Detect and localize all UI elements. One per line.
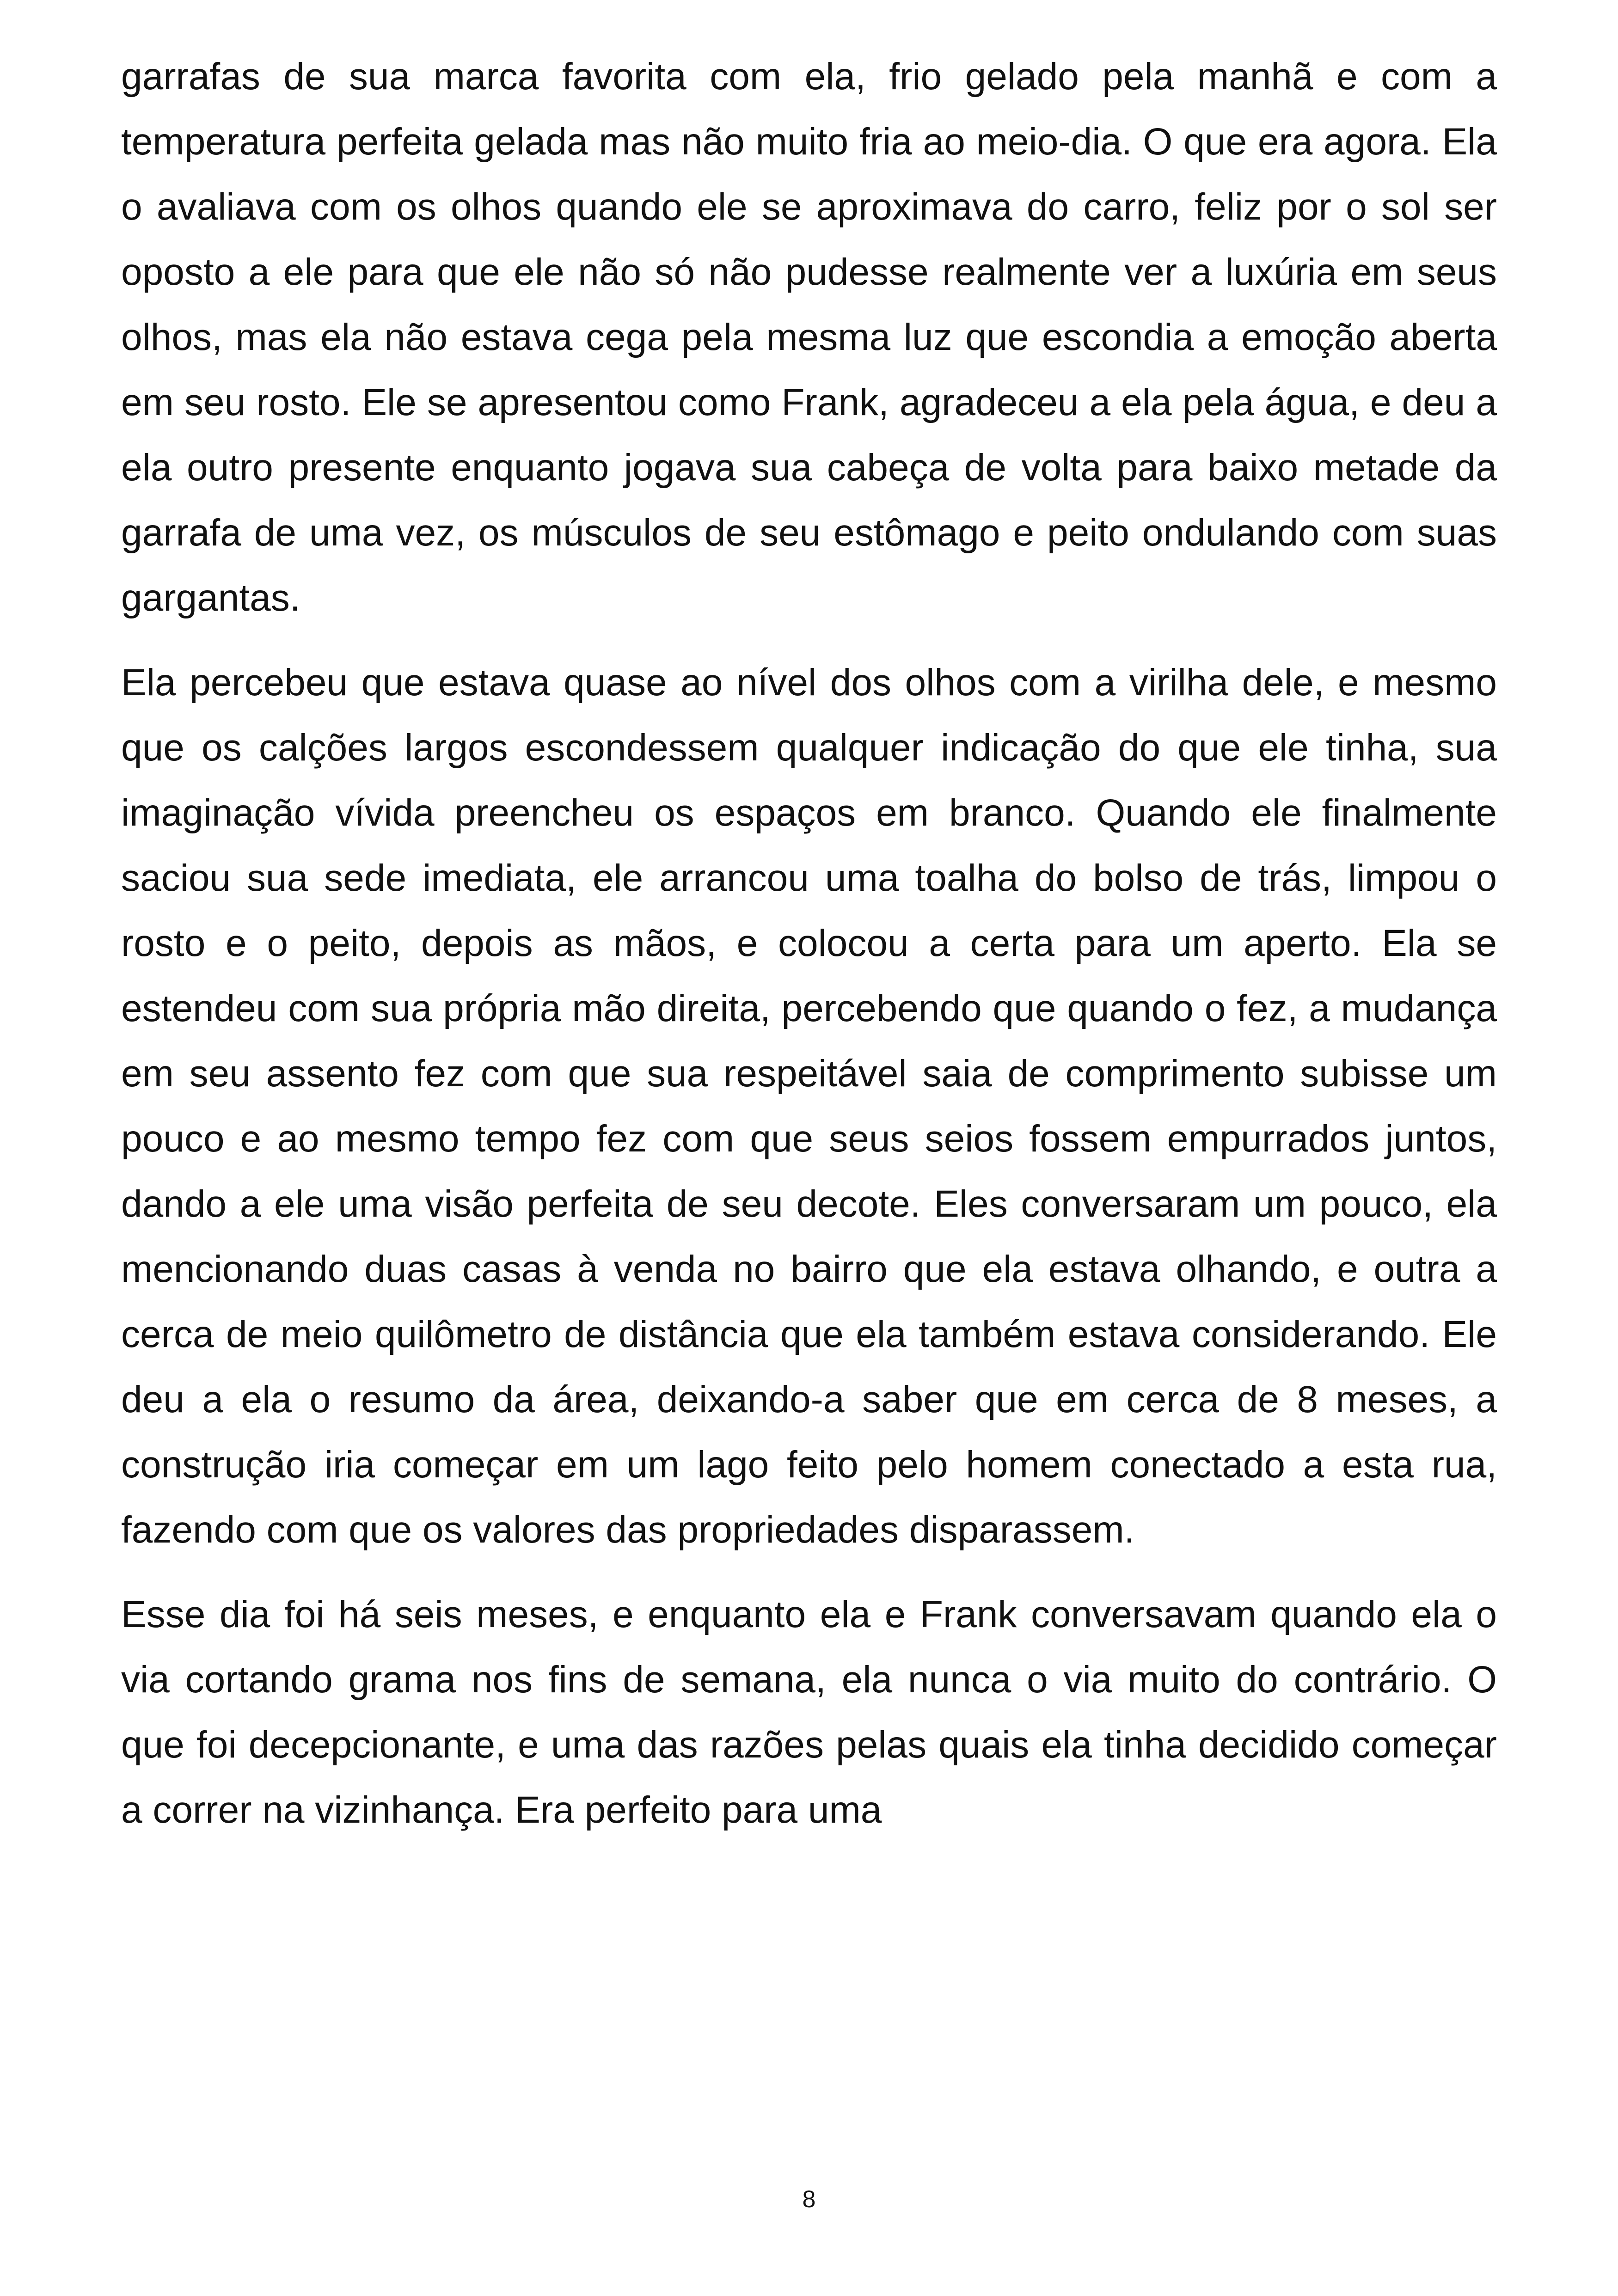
paragraph: Ela percebeu que estava quase ao nível dos olhos com a virilha dele, e mesmo que os calções largos escondessem qualquer indicação do que ele tinha, sua imaginação vívida preencheu os espaços em branco. Quando ele finalmente saciou sua sede imediata, ele arrancou uma toalha do bolso de trás, limpou o rosto e o peito, depois as mãos, e colocou a certa para um aperto. Ela se estendeu com sua própria mão direita, percebendo que quando o fez, a mudança em seu assento fez com que sua respeitável saia de comprimento subisse um pouco e ao mesmo tempo fez com que seus seios fossem empurrados juntos, dando a ele uma visão perfeita de seu decote. Eles conversaram um pouco, ela mencionando duas casas à venda no bairro que ela estava olhando, e outra a cerca de meio quilômetro de distância que ela também estava considerando. Ele deu a ela o resumo da área, deixando-a saber que em cerca de 8 meses, a construção iria começar em um lago feito pelo homem conectado a esta rua, fazendo com que os valores das propriedades disparassem.	[121, 661, 1497, 1551]
body-text	[121, 44, 1497, 1862]
paragraph: Esse dia foi há seis meses, e enquanto ela e Frank conversavam quando ela o via cortando grama nos fins de semana, ela nunca o via muito do contrário. O que foi decepcionante, e uma das razões pelas quais ela tinha decidido começar a correr na vizinhança. Era perfeito para uma	[121, 1593, 1497, 1831]
paragraph: garrafas de sua marca favorita com ela, frio gelado pela manhã e com a temperatura perfeita gelada mas não muito fria ao meio-dia. O que era agora. Ela o avaliava com os olhos quando ele se aproximava do carro, feliz por o sol ser oposto a ele para que ele não só não pudesse realmente ver a luxúria em seus olhos, mas ela não estava cega pela mesma luz que escondia a emoção aberta em seu rosto. Ele se apresentou como Frank, agradeceu a ela pela água, e deu a ela outro presente enquanto jogava sua cabeça de volta para baixo metade da garrafa de uma vez, os músculos de seu estômago e peito ondulando com suas gargantas.	[121, 55, 1497, 619]
page-number: 8	[802, 2186, 816, 2213]
